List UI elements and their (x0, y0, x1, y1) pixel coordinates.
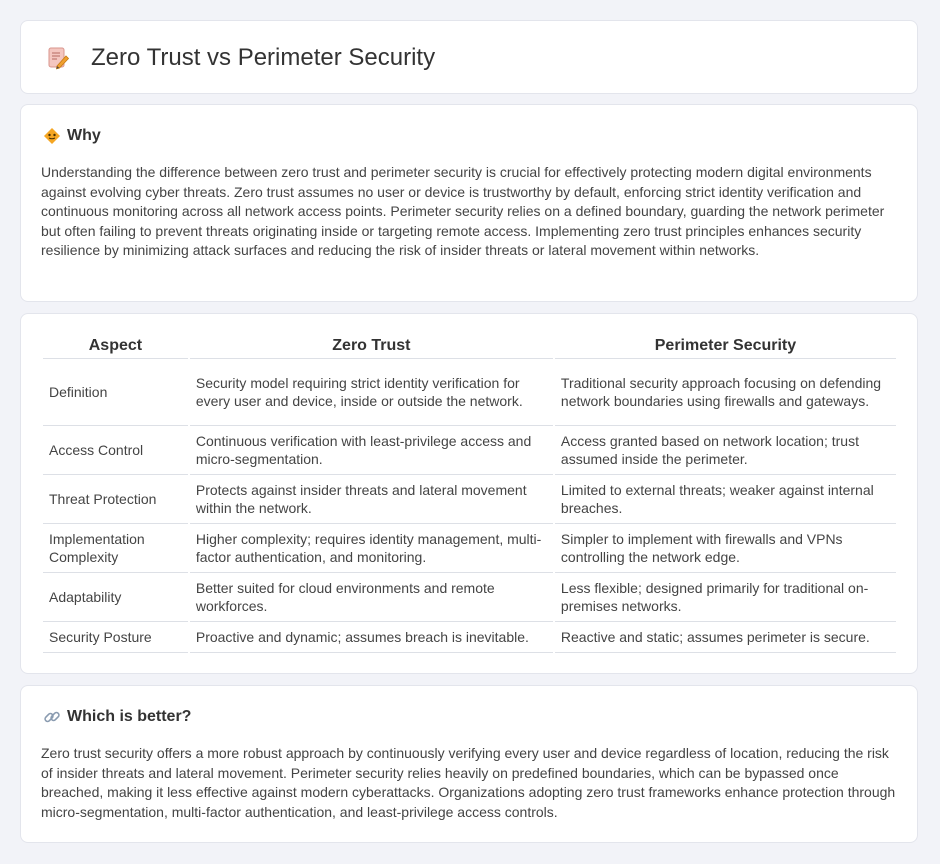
zero-trust-cell: Security model requiring strict identity verification for every user and device, inside or outside the network. (190, 359, 553, 426)
perimeter-cell: Limited to external threats; weaker against internal breaches. (555, 475, 896, 524)
why-body: Understanding the difference between zero trust and perimeter security is crucial for effectively protecting modern digital environments against evolving cyber threats. Zero trust assumes no user or device is trustworthy by default, enforcing strict identity verification and continuous monitoring across all network access points. Perimeter security relies on a defined boundary, guarding the network perimeter but often failing to prevent threats originating inside or targeting remote access. Implementing zero trust principles enhances security resilience by minimizing attack surfaces and reducing the risk of insider threats or lateral movement within networks. (41, 164, 885, 258)
aspect-cell: Implementation Complexity (43, 524, 188, 573)
why-title: Why (67, 127, 101, 144)
aspect-cell: Threat Protection (43, 475, 188, 524)
zero-trust-cell: Protects against insider threats and lateral movement within the network. (190, 475, 553, 524)
which-is-better-body: Zero trust security offers a more robust approach by continuously verifying every user and device regardless of location, reducing the risk of insider threats and lateral movement. Perimeter security relies heavily on predefined boundaries, which can be bypassed once breached, making it less effective against modern cyberattacks. Organizations adopting zero trust frameworks enhance protection through micro-segmentation, multi-factor authentication, and least-privilege access controls. (41, 745, 896, 820)
header-zero-trust: Zero Trust (190, 334, 553, 359)
perimeter-cell: Access granted based on network location; trust assumed inside the perimeter. (555, 426, 896, 475)
table-row (43, 622, 896, 653)
zero-trust-cell: Higher complexity; requires identity management, multi-factor authentication, and monitoring. (190, 524, 553, 573)
header-aspect: Aspect (43, 334, 188, 359)
warning-diamond-icon (43, 127, 61, 145)
perimeter-cell: Simpler to implement with firewalls and VPNs controlling the network edge. (555, 524, 896, 573)
zero-trust-cell: Proactive and dynamic; assumes breach is inevitable. (190, 622, 553, 653)
which-is-better-section (20, 685, 918, 843)
perimeter-cell: Less flexible; designed primarily for traditional on-premises networks. (555, 573, 896, 622)
zero-trust-cell: Continuous verification with least-privilege access and micro-segmentation. (190, 426, 553, 475)
title-card (20, 20, 918, 94)
table-row (43, 573, 896, 622)
table-row (43, 359, 896, 426)
perimeter-cell: Traditional security approach focusing on defending network boundaries using firewalls and gateways. (555, 359, 896, 426)
aspect-cell: Definition (43, 359, 188, 426)
comparison-table-card (20, 313, 918, 674)
comparison-table (41, 334, 898, 653)
aspect-cell: Security Posture (43, 622, 188, 653)
zero-trust-cell: Better suited for cloud environments and remote workforces. (190, 573, 553, 622)
table-header-row (43, 334, 896, 359)
document-edit-icon (45, 45, 71, 71)
why-section (20, 104, 918, 302)
page-title: Zero Trust vs Perimeter Security (91, 44, 436, 71)
aspect-cell: Access Control (43, 426, 188, 475)
which-is-better-title: Which is better? (67, 708, 192, 725)
table-row (43, 524, 896, 573)
aspect-cell: Adaptability (43, 573, 188, 622)
link-icon (43, 708, 61, 726)
table-row (43, 426, 896, 475)
table-row (43, 475, 896, 524)
perimeter-cell: Reactive and static; assumes perimeter is secure. (555, 622, 896, 653)
header-perimeter-security: Perimeter Security (555, 334, 896, 359)
